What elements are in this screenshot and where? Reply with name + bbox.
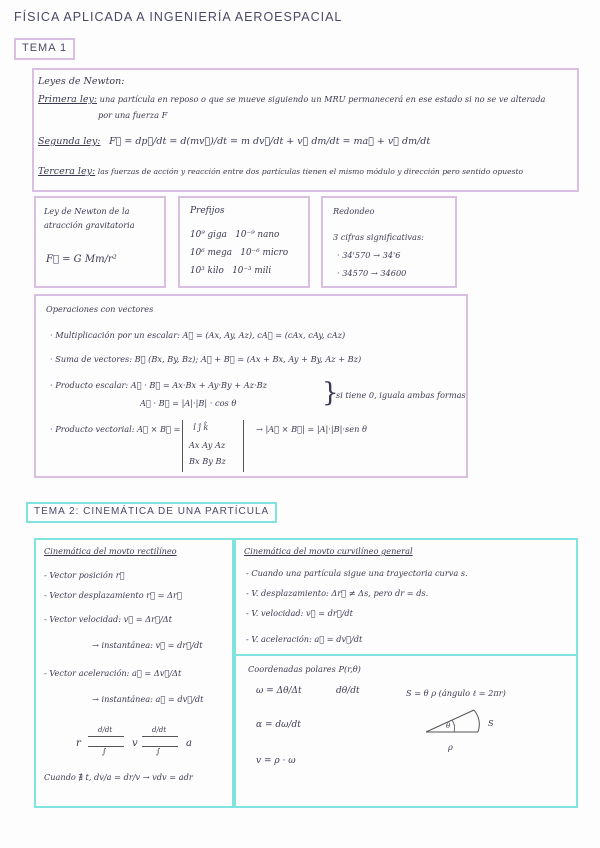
first-law-label: Primera ley: [38,94,98,105]
tema1-label: TEMA 1 [14,38,75,60]
curvilinear-line: - Cuando una partícula sigue una trayectoria curva s. [246,568,468,578]
cross-product-magnitude: → |A⃗ × B⃗| = |A|·|B|·sen θ [256,424,367,434]
integral-label: ∫ [156,746,161,756]
chain-r: r [76,738,81,749]
curvilinear-motion-box [234,538,578,808]
second-law-label: Segunda ley: [38,136,101,147]
curvilinear-line: - V. aceleración: a⃗ = dv⃗/dt [246,634,363,644]
third-law-label: Tercera ley: [38,166,96,177]
newton-laws-box [32,68,579,192]
first-law-text: una partícula en reposo o que se mueve siguiendo un MRU permanecerá en ese estado si no se ve alterada [99,94,546,104]
rounding-box [321,196,457,288]
determinant-row: Ax Ay Az [189,440,226,450]
second-law-formula: F⃗ = dp⃗/dt = d(mv⃗)/dt = m dv⃗/dt + v⃗ dm/dt = ma⃗ + v⃗ dm/dt [109,136,431,147]
integral-label: ∫ [102,746,107,756]
cross-product-label: · Producto vectorial: A⃗ × B⃗ = [50,424,181,434]
prefix-row: 10⁹ giga 10⁻⁹ nano [190,230,280,240]
curvilinear-title: Cinemática del movto curvilíneo general [244,546,413,556]
second-law [38,136,430,148]
gravitation-formula: F⃗ = G Mm/r² [46,254,117,265]
instant-velocity: → instantánea: v⃗ = dr⃗/dt [92,640,203,650]
derivative-label: d/dt [152,726,167,734]
chain-a: a [186,738,192,749]
determinant-row: î ĵ k̂ [193,422,209,432]
polar-coordinates-box [234,654,578,808]
gravitation-title-2: atracción gravitatoria [44,220,135,230]
page-title: FÍSICA APLICADA A INGENIERÍA AEROESPACIAL [14,10,343,24]
first-law [38,94,545,106]
determinant [182,420,244,472]
tema2-label: TEMA 2: CINEMÁTICA DE UNA PARTÍCULA [26,502,277,523]
curvilinear-line: - V. desplazamiento: Δr⃗ ≠ Δs, pero dr = ds. [246,588,429,598]
velocity-vector: - Vector velocidad: v⃗ = Δr⃗/Δt [44,614,172,624]
vdv-relation: Cuando ∄ t, dv/a = dr/v → vdv = adr [44,772,193,782]
arc-line [474,710,479,732]
arrow-right [142,736,178,737]
prefix-row: 10³ kilo 10⁻³ mili [190,266,272,276]
rectilinear-motion-box [34,538,234,808]
vector-sum: · Suma de vectores: B⃗ (Bx, By, Bz); A⃗ + B⃗ = (Ax + Bx, Ay + By, Az + Bz) [50,354,362,364]
rounding-line: 3 cifras significativas: [333,232,424,242]
third-law-text: las fuerzas de acción y reacción entre dos partículas tienen el mismo módulo y dirección pero sentido opuesto [97,167,524,176]
angular-acceleration: α = dω/dt [256,720,301,730]
newton-heading: Leyes de Newton: [38,76,125,87]
theta-label: θ [446,722,451,730]
brace: } [322,378,339,408]
angular-velocity: ω = Δθ/Δt [256,686,302,696]
linear-velocity: v = ρ · ω [256,756,296,766]
third-law [38,166,523,178]
displacement-vector: - Vector desplazamiento r⃗ = Δr⃗ [44,590,182,600]
derivative-label: d/dt [98,726,113,734]
arc-s-label: S [488,718,494,728]
gravitation-title-1: Ley de Newton de la [44,206,130,216]
rounding-title: Redondeo [333,206,375,216]
position-vector: - Vector posición r⃗ [44,570,125,580]
polar-title: Coordenadas polares P(r,θ) [248,664,361,674]
rho-label: ρ [448,742,453,752]
prefixes-box [178,196,310,288]
dot-product-cos: A⃗ · B⃗ = |A|·|B| · cos θ [140,398,237,408]
arc-length: S = θ ρ (ángulo ℓ = 2πr) [406,688,506,698]
determinant-row: Bx By Bz [189,456,226,466]
curvilinear-line: - V. velocidad: v⃗ = dr⃗/dt [246,608,353,618]
dot-product-note: si tiene 0, iguala ambas formas [336,390,466,400]
instant-acceleration: → instantánea: a⃗ = dv⃗/dt [92,694,204,704]
gravitation-box [34,196,166,288]
chain-v: v [132,738,138,749]
vector-operations-box [34,294,468,478]
rounding-example-1: · 34'570 → 34'6 [337,250,401,260]
rectilinear-title: Cinemática del movto rectilíneo [44,546,177,556]
vectors-title: Operaciones con vectores [46,304,154,314]
first-law-cont: por una fuerza F [98,110,168,120]
rounding-example-2: · 34570 → 34600 [337,268,407,278]
angle-arc [452,720,455,732]
acceleration-vector: - Vector aceleración: a⃗ = Δv⃗/Δt [44,668,182,678]
scalar-multiplication: · Multiplicación por un escalar: A⃗ = (Ax, Ay, Az), cA⃗ = (cAx, cAy, cAz) [50,330,346,340]
arrow-right [88,736,124,737]
angular-velocity-derivative: dθ/dt [336,686,360,696]
dot-product: · Producto escalar: A⃗ · B⃗ = Ax·Bx + Ay·By + Az·Bz [50,380,267,390]
prefixes-title: Prefijos [190,206,225,216]
prefix-row: 10⁶ mega 10⁻⁶ micro [190,248,289,258]
